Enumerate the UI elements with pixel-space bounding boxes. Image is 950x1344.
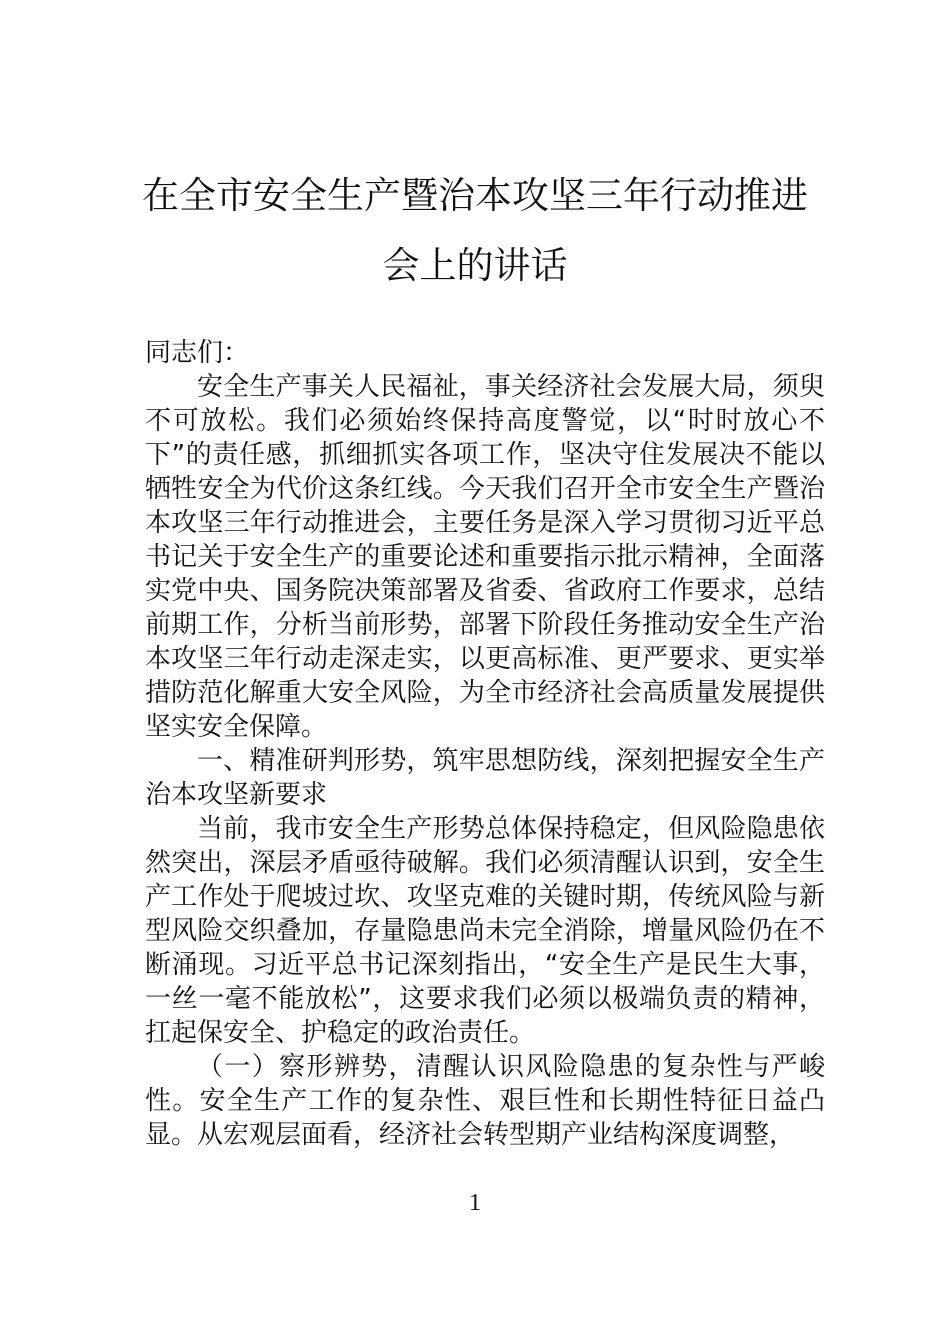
paragraph-situation: 当前，我市安全生产形势总体保持稳定，但风险隐患依然突出，深层矛盾亟待破解。我们必须清醒认识到，安全生产工作处于爬坡过坎、攻坚克难的关键时期，传统风险与新型风险交织叠加，存量隐患尚未完全消除，增量风险仍在不断涌现。习近平总书记深刻指出，“安全生产是民生大事，一丝一毫不能放松”，这要求我们必须以极端负责的精神，扛起保安全、护稳定的政治责任。: [145, 814, 825, 1048]
salutation: 同志们：: [145, 338, 250, 368]
paragraph-subsection-1: （一）察形辨势，清醒认识风险隐患的复杂性与严峻性。安全生产工作的复杂性、艰巨性和长期性特征日益凸显。从宏观层面看，经济社会转型期产业结构深度调整，: [145, 1052, 825, 1150]
paragraph-intro: 安全生产事关人民福祉，事关经济社会发展大局，须臾不可放松。我们必须始终保持高度警觉，以“时时放心不下”的责任感，抓细抓实各项工作，坚决守住发展决不能以牺牲安全为代价这条红线。今天我们召开全市安全生产暨治本攻坚三年行动推进会，主要任务是深入学习贯彻习近平总书记关于安全生产的重要论述和重要指示批示精神，全面落实党中央、国务院决策部署及省委、省政府工作要求，总结前期工作，分析当前形势，部署下阶段任务推动安全生产治本攻坚三年行动走深走实，以更高标准、更严要求、更实举措防范化解重大安全风险，为全市经济社会高质量发展提供坚实安全保障。: [145, 372, 825, 742]
document-body: [145, 336, 825, 1152]
page-number: 1: [469, 1190, 481, 1216]
section-heading-1: 一、精准研判形势，筑牢思想防线，深刻把握安全生产治本攻坚新要求: [145, 746, 825, 810]
document-title-line-1: 在全市安全生产暨治本攻坚三年行动推进: [142, 174, 808, 217]
document-title-line-2: 会上的讲话: [382, 244, 568, 287]
